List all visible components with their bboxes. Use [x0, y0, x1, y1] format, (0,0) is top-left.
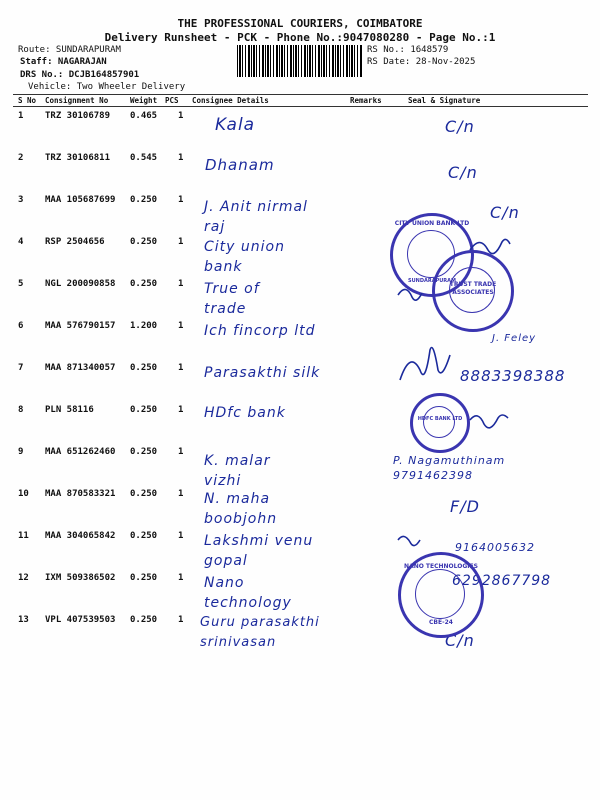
row-weight: 0.250 [130, 237, 158, 247]
handwritten-remark: F/D [450, 497, 480, 516]
row-pcs: 1 [178, 531, 184, 541]
handwritten-consignee: Parasakthi silk [204, 365, 321, 381]
row-sno: 3 [18, 195, 24, 205]
row-pcs: 1 [178, 237, 184, 247]
row-consignment: MAA 304065842 [45, 531, 116, 541]
row-sno: 12 [18, 573, 29, 583]
row-pcs: 1 [178, 447, 184, 457]
handwritten-remark: P. Nagamuthinam 9791462398 [393, 454, 506, 482]
row-sno: 10 [18, 489, 29, 499]
col-pcs: PCS [165, 96, 179, 105]
row-weight: 0.545 [130, 153, 158, 163]
row-pcs: 1 [178, 279, 184, 289]
handwritten-remark: C/n [445, 631, 475, 650]
col-consignee: Consignee Details [192, 96, 269, 105]
row-pcs: 1 [178, 405, 184, 415]
row-weight: 0.250 [130, 405, 158, 415]
row-sno: 5 [18, 279, 24, 289]
row-weight: 0.465 [130, 111, 158, 121]
col-weight: Weight [130, 96, 158, 105]
stamp-subtext: SUNDARAPURAM [407, 278, 456, 284]
row-pcs: 1 [178, 615, 184, 625]
row-sno: 11 [18, 531, 29, 541]
row-consignment: MAA 576790157 [45, 321, 116, 331]
col-consignment: Consignment No [45, 96, 109, 105]
row-consignment: MAA 870583321 [45, 489, 116, 499]
row-pcs: 1 [178, 111, 184, 121]
handwritten-consignee: N. maha boobjohn [204, 491, 278, 527]
col-seal-signature: Seal & Signature [408, 96, 481, 105]
row-weight: 0.250 [130, 447, 158, 457]
col-sno: S No [18, 96, 37, 105]
handwritten-consignee: Nano technology [204, 575, 292, 611]
row-weight: 0.250 [130, 279, 158, 289]
stamp-text: NANO TECHNOLOGIES [404, 563, 478, 570]
runsheet-subtitle: Delivery Runsheet - PCK - Phone No.:9047080280 - Page No.:1 [104, 31, 496, 44]
row-sno: 1 [18, 111, 24, 121]
row-sno: 13 [18, 615, 29, 625]
stamp-text: HDFC BANK LTD [417, 416, 463, 422]
row-consignment: IXM 509386502 [45, 573, 116, 583]
handwritten-consignee: HDfc bank [204, 405, 286, 421]
row-weight: 1.200 [130, 321, 158, 331]
row-sno: 4 [18, 237, 24, 247]
row-pcs: 1 [178, 363, 184, 373]
row-consignment: TRZ 30106811 [45, 153, 111, 163]
handwritten-consignee: J. Anit nirmal raj [204, 199, 308, 235]
row-consignment: RSP 2504656 [45, 237, 105, 247]
staff-label: Staff: NAGARAJAN [20, 57, 107, 67]
row-consignment: NGL 200090858 [45, 279, 116, 289]
stamp-text: TRUST TRADE ASSOCIATES [449, 281, 497, 296]
row-sno: 2 [18, 153, 24, 163]
handwritten-consignee: K. malar vizhi [204, 453, 271, 489]
vehicle-label: Vehicle: Two Wheeler Delivery [28, 82, 186, 92]
handwritten-remark: C/n [448, 163, 478, 182]
row-sno: 7 [18, 363, 24, 373]
row-pcs: 1 [178, 321, 184, 331]
row-consignment: PLN 58116 [45, 405, 94, 415]
row-pcs: 1 [178, 573, 184, 583]
handwritten-remark: C/n [445, 117, 475, 136]
signature-row7 [400, 348, 450, 381]
row-consignment: MAA 105687699 [45, 195, 116, 205]
row-pcs: 1 [178, 195, 184, 205]
handwritten-remark: J. Feley [492, 333, 537, 344]
col-remarks: Remarks [350, 96, 382, 105]
handwritten-remark: 8883398388 [460, 367, 566, 385]
row-consignment: MAA 871340057 [45, 363, 116, 373]
handwritten-consignee: Guru parasakthi srinivasan [200, 615, 320, 650]
row-weight: 0.250 [130, 195, 158, 205]
row-consignment: VPL 407539503 [45, 615, 116, 625]
row-weight: 0.250 [130, 615, 158, 625]
row-consignment: MAA 651262460 [45, 447, 116, 457]
row-weight: 0.250 [130, 363, 158, 373]
handwritten-consignee: Ich fincorp ltd [204, 323, 316, 339]
signature-row5 [398, 289, 422, 300]
route-label: Route: SUNDARAPURAM [18, 45, 121, 55]
row-weight: 0.250 [130, 489, 158, 499]
handwritten-remark: 6292867798 [452, 573, 552, 589]
row-weight: 0.250 [130, 531, 158, 541]
row-pcs: 1 [178, 489, 184, 499]
handwritten-consignee: True of trade [204, 281, 260, 317]
drs-number: DRS No.: DCJB164857901 [20, 70, 140, 80]
signature-row8 [470, 415, 508, 428]
handwritten-consignee: City union bank [204, 239, 285, 275]
company-title: THE PROFESSIONAL COURIERS, COIMBATORE [177, 17, 423, 30]
handwritten-remark: C/n [490, 203, 520, 222]
row-weight: 0.250 [130, 573, 158, 583]
handwritten-consignee: Dhanam [205, 156, 275, 174]
signature-row4 [470, 239, 510, 253]
signature-row11 [398, 536, 420, 545]
row-consignment: TRZ 30106789 [45, 111, 111, 121]
row-sno: 8 [18, 405, 24, 415]
rs-date: RS Date: 28-Nov-2025 [367, 57, 476, 67]
row-sno: 6 [18, 321, 24, 331]
row-sno: 9 [18, 447, 24, 457]
stamp-subtext: CBE-24 [429, 619, 453, 626]
handwritten-consignee: Lakshmi venu gopal [204, 533, 314, 569]
handwritten-remark: 9164005632 [455, 541, 535, 554]
stamp-text: CITY UNION BANK LTD [394, 220, 470, 227]
rs-number: RS No.: 1648579 [367, 45, 449, 55]
handwritten-consignee: Kala [215, 115, 256, 135]
row-pcs: 1 [178, 153, 184, 163]
